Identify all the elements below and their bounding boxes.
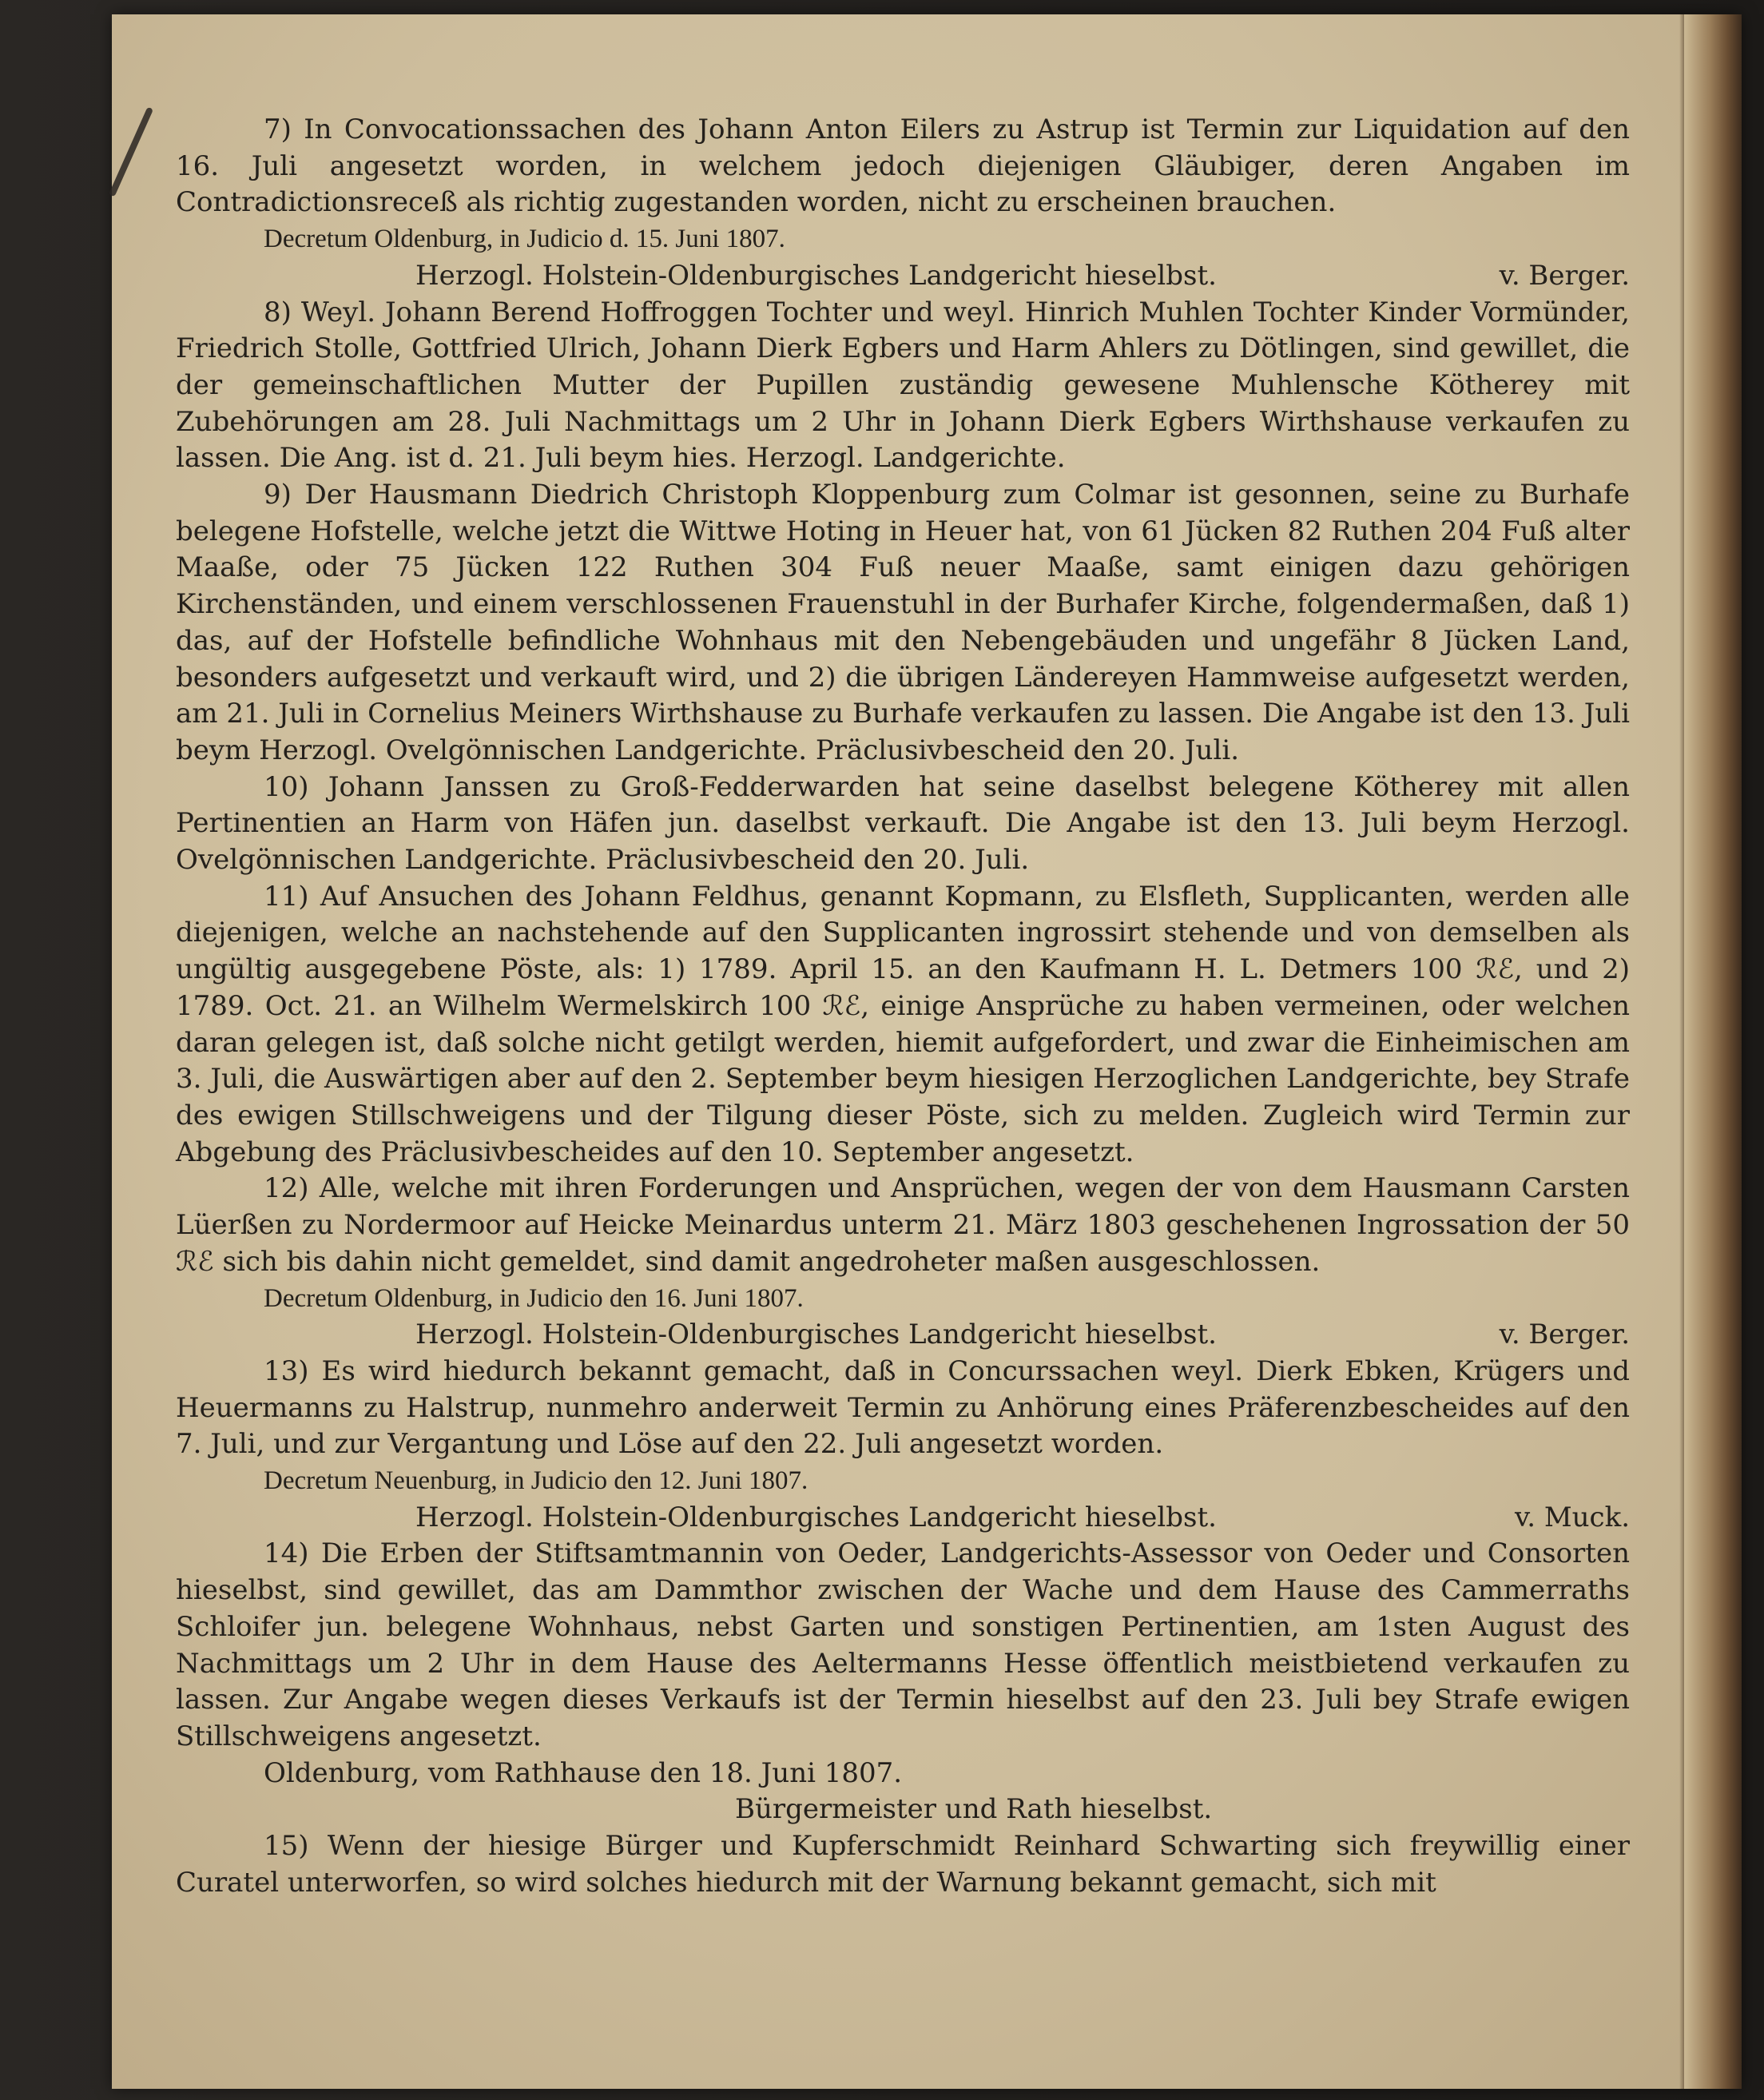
- notice-15: 15) Wenn der hiesige Bürger und Kupferschmidt Reinhard Schwarting sich freywillig einer Curatel unterworfen, so wird solches hiedurch mit der Warnung bekannt gemacht, sich mit: [176, 1830, 1630, 1899]
- signature-row: [176, 1500, 1630, 1537]
- notice-10: 10) Johann Janssen zu Groß-Fedderwarden hat seine daselbst belegene Kötherey mit allen Pertinentien an Harm von Häfen jun. daselbst verkauft. Die Angabe ist den 13. Juli beym Herzogl. Ovelgönnischen Landgerichte. Präclusivbescheid den 20. Juli.: [176, 770, 1630, 877]
- court-name: Herzogl. Holstein-Oldenburgisches Landgericht hieselbst.: [415, 1501, 1217, 1533]
- signature-row: [176, 258, 1630, 295]
- notice-text-column: [176, 112, 1630, 1901]
- decree-line: Decretum Oldenburg, in Judicio d. 15. Juni 1807.: [264, 225, 785, 254]
- notice-14: 14) Die Erben der Stiftsamtmannin von Oeder, Landgerichts-Assessor von Oeder und Consorten hieselbst, sind gewillet, das am Dammthor zwischen der Wache und dem Hause des Cammerraths Schloifer jun. belegene Wohnhaus, nebst Garten und sonstigen Pertinentien, am 1sten August des Nachmittags um 2 Uhr in dem Hause des Aeltermanns Hesse öffentlich meistbietend verkaufen zu lassen. Zur Angabe wegen dieses Verkaufs ist der Termin hieselbst auf den 23. Juli bey Strafe ewigen Stillschweigens angesetzt.: [176, 1537, 1630, 1752]
- council-signature: Bürgermeister und Rath hieselbst.: [735, 1793, 1213, 1826]
- notice-11: 11) Auf Ansuchen des Johann Feldhus, genannt Kopmann, zu Elsfleth, Supplicanten, werden alle diejenigen, welche an nachstehende auf den Supplicanten ingrossirt stehende und von demselben als ungültig ausgegebene Pöste, als: 1) 1789. April 15. an den Kaufmann H. L. Detmers 100 ℛℰ, und 2) 1789. Oct. 21. an Wilhelm Wermelskirch 100 ℛℰ, einige Ansprüche zu haben vermeinen, oder welchen daran gelegen ist, daß solche nicht getilgt werden, hiemit aufgefordert, und zwar die Einheimischen am 3. Juli, die Auswärtigen aber auf den 2. September beym hiesigen Herzoglichen Landgerichte, bey Strafe des ewigen Stillschweigens und der Tilgung dieser Pöste, sich zu melden. Zugleich wird Termin zur Abgebung des Präclusivbescheides auf den 10. September angesetzt.: [176, 880, 1630, 1168]
- decree-line: Decretum Oldenburg, in Judicio den 16. Juni 1807.: [264, 1283, 804, 1313]
- court-name: Herzogl. Holstein-Oldenburgisches Landgericht hieselbst.: [415, 1318, 1217, 1351]
- signatory: v. Berger.: [1499, 1318, 1630, 1351]
- notice-13: 13) Es wird hiedurch bekannt gemacht, daß in Concurssachen weyl. Dierk Ebken, Krügers und Heuermanns zu Halstrup, nunmehro anderweit Termin zu Anhörung eines Präferenzbescheides auf den 7. Juli, und zur Vergantung und Löse auf den 22. Juli angesetzt worden.: [176, 1354, 1630, 1461]
- book-spine: [1684, 14, 1742, 2089]
- notice-7: 7) In Convocationssachen des Johann Anton Eilers zu Astrup ist Termin zur Liquidation auf den 16. Juli angesetzt worden, in welchem jedoch diejenigen Gläubiger, deren Angaben im Contradictionsreceß als richtig zugestanden worden, nicht zu erscheinen brauchen.: [176, 113, 1630, 219]
- signature-row: [176, 1317, 1630, 1354]
- signatory: v. Berger.: [1499, 259, 1630, 292]
- decree-line: Decretum Neuenburg, in Judicio den 12. Juni 1807.: [264, 1466, 808, 1496]
- notice-8: 8) Weyl. Johann Berend Hoffroggen Tochter und weyl. Hinrich Muhlen Tochter Kinder Vormünder, Friedrich Stolle, Gottfried Ulrich, Johann Dierk Egbers und Harm Ahlers zu Dötlingen, sind gewillet, die der gemeinschaftlichen Mutter der Pupillen zuständig gewesene Muhlensche Kötherey mit Zubehörungen am 28. Juli Nachmittags um 2 Uhr in Johann Dierk Egbers Wirthshause verkaufen zu lassen. Die Ang. ist d. 21. Juli beym hies. Herzogl. Landgerichte.: [176, 296, 1630, 475]
- court-name: Herzogl. Holstein-Oldenburgisches Landgericht hieselbst.: [415, 259, 1217, 292]
- signatory: v. Muck.: [1515, 1501, 1630, 1533]
- notice-12: 12) Alle, welche mit ihren Forderungen und Ansprüchen, wegen der von dem Hausmann Carsten Lüerßen zu Nordermoor auf Heicke Meinardus unterm 21. März 1803 geschehenen Ingrossation der 50 ℛℰ sich bis dahin nicht gemeldet, sind damit angedroheter maßen ausgeschlossen.: [176, 1172, 1630, 1278]
- notice-9: 9) Der Hausmann Diedrich Christoph Kloppenburg zum Colmar ist gesonnen, seine zu Burhafe belegene Hofstelle, welche jetzt die Wittwe Hoting in Heuer hat, von 61 Jücken 82 Ruthen 204 Fuß alter Maaße, oder 75 Jücken 122 Ruthen 304 Fuß neuer Maaße, samt einigen dazu gehörigen Kirchenständen, und einem verschlossenen Frauenstuhl in der Burhafer Kirche, folgendermaßen, daß 1) das, auf der Hofstelle befindliche Wohnhaus mit den Nebengebäuden und ungefähr 8 Jücken Land, besonders aufgesetzt und verkauft wird, und 2) die übrigen Ländereyen Hammweise aufgesetzt werden, am 21. Juli in Cornelius Meiners Wirthshause zu Burhafe verkaufen zu lassen. Die Angabe ist den 13. Juli beym Herzogl. Ovelgönnischen Landgerichte. Präclusivbescheid den 20. Juli.: [176, 479, 1630, 766]
- place-date-line: Oldenburg, vom Rathhause den 18. Juni 1807.: [264, 1756, 903, 1789]
